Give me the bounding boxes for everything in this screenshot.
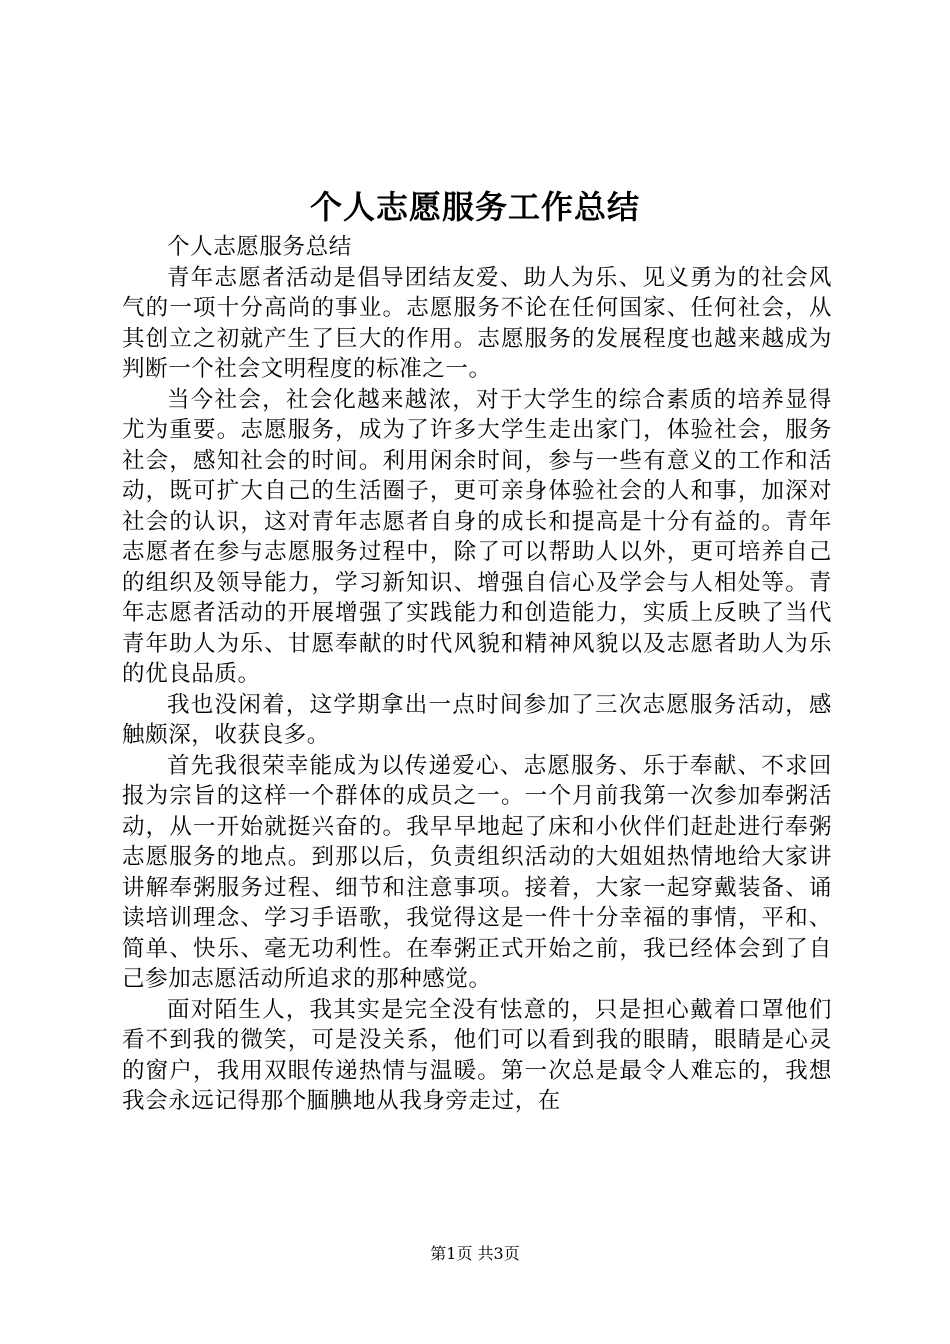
body-paragraph: 当今社会，社会化越来越浓，对于大学生的综合素质的培养显得尤为重要。志愿服务，成为了许多大学生走出家门，体验社会，服务社会，感知社会的时间。利用闲余时间，参与一些有意义的工作和活动，既可扩大自己的生活圈子，更可亲身体验社会的人和事，加深对社会的认识，这对青年志愿者自身的成长和提高是十分有益的。青年志愿者在参与志愿服务过程中，除了可以帮助人以外，更可培养自己的组织及领导能力，学习新知识、增强自信心及学会与人相处等。青年志愿者活动的开展增强了实践能力和创造能力，实质上反映了当代青年助人为乐、甘愿奉献的时代风貌和精神风貌以及志愿者助人为乐的优良品质。 xyxy=(122,386,832,687)
document-body xyxy=(122,232,832,1117)
body-paragraph: 青年志愿者活动是倡导团结友爱、助人为乐、见义勇为的社会风气的一项十分高尚的事业。志愿服务不论在任何国家、任何社会，从其创立之初就产生了巨大的作用。志愿服务的发展程度也越来越成为判断一个社会文明程度的标准之一。 xyxy=(122,264,832,382)
page-number-footer: 第1页 共3页 xyxy=(430,1244,520,1263)
document-title: 个人志愿服务工作总结 xyxy=(309,188,640,226)
body-paragraph: 我也没闲着，这学期拿出一点时间参加了三次志愿服务活动，感触颇深，收获良多。 xyxy=(122,691,832,748)
body-paragraph: 面对陌生人，我其实是完全没有怯意的，只是担心戴着口罩他们看不到我的微笑，可是没关系，他们可以看到我的眼睛，眼睛是心灵的窗户，我用双眼传递热情与温暖。第一次总是最令人难忘的，我想我会永远记得那个腼腆地从我身旁走过，在 xyxy=(122,996,832,1114)
subtitle-paragraph: 个人志愿服务总结 xyxy=(167,234,352,260)
body-paragraph: 首先我很荣幸能成为以传递爱心、志愿服务、乐于奉献、不求回报为宗旨的这样一个群体的成员之一。一个月前我第一次参加奉粥活动，从一开始就挺兴奋的。我早早地起了床和小伙伴们赶赴进行奉粥志愿服务的地点。到那以后，负责组织活动的大姐姐热情地给大家讲讲解奉粥服务过程、细节和注意事项。接着，大家一起穿戴装备、诵读培训理念、学习手语歌，我觉得这是一件十分幸福的事情，平和、简单、快乐、毫无功利性。在奉粥正式开始之前，我已经体会到了自己参加志愿活动所追求的那种感觉。 xyxy=(122,752,832,992)
